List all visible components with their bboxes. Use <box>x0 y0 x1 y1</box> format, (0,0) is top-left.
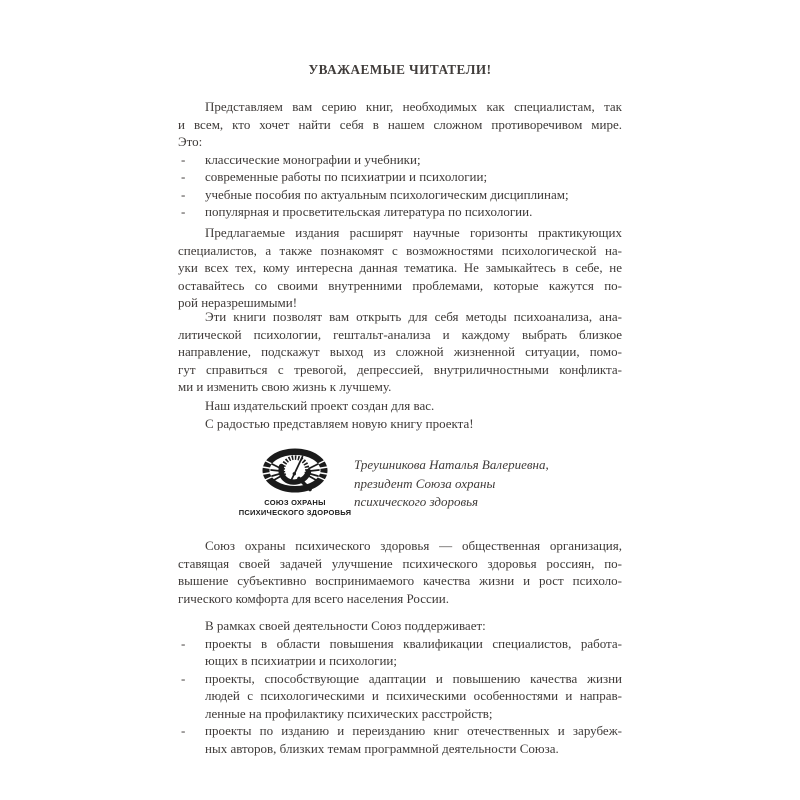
text-line: ленные на профилактику психических расстройств; <box>205 705 493 721</box>
logo-caption-line: СОЮЗ ОХРАНЫ <box>264 498 326 507</box>
text-line: проекты по изданию и переизданию книг отечественных и зарубеж- <box>205 723 622 738</box>
signer-name: Треушникова Наталья Валериевна, <box>354 457 549 472</box>
text-line: ющих в психиатрии и психологии; <box>205 653 397 668</box>
union-logo-icon <box>260 447 330 495</box>
list-dash: - <box>181 635 186 651</box>
text-line: Эти книги позволят вам открыть для себя методы психоанализа, ана- <box>205 309 622 324</box>
activities-section <box>178 617 622 757</box>
text-line: ных авторов, близких темам программной деятельности Союза. <box>205 740 559 756</box>
text-line: уки всех тех, кому интересна данная тематика. Не замыкайтесь в себе, не <box>178 260 622 275</box>
text-line: и всем, кто хочет найти себя в нашем сложном противоречивом мире. <box>178 116 622 132</box>
union-paragraph <box>178 537 622 607</box>
list-dash: - <box>181 670 186 686</box>
text-line: современные работы по психиатрии и психологии; <box>205 169 488 184</box>
text-line: рой неразрешимыми! <box>178 295 298 310</box>
text-line: вышение субъективно воспринимаемого качества жизни и рост психоло- <box>178 573 622 588</box>
books-paragraph <box>178 308 622 396</box>
text-line: литической психологии, гештальт-анализа и каждому выбрать близкое <box>178 326 622 342</box>
text-line: оставайтесь со своими внутренними проблемами, которые кажутся по- <box>178 277 622 293</box>
text-line: учебные пособия по актуальным психологическим дисциплинам; <box>205 186 569 202</box>
list-item <box>178 203 622 221</box>
text-line: гического комфорта для всего населения России. <box>178 590 449 606</box>
text-line: Союз охраны психического здоровья — общественная организация, <box>205 538 622 553</box>
list-dash: - <box>181 186 186 202</box>
intro-section <box>178 98 622 221</box>
list-dash: - <box>181 723 186 738</box>
text-line: ми и изменить свою жизнь к лучшему. <box>178 379 392 394</box>
text-line: ставящая своей задачей улучшение психического здоровья россиян, по- <box>178 555 622 571</box>
list-item <box>178 722 622 757</box>
text-line: Наш издательский проект создан для вас. <box>205 398 435 413</box>
list-item <box>178 670 622 723</box>
text-line: направление, подскажут выход из сложной жизненной ситуации, помо- <box>178 344 622 359</box>
text-line: проекты в области повышения квалификации специалистов, работа- <box>205 635 622 651</box>
list-item <box>178 168 622 186</box>
signature-block <box>178 443 622 535</box>
signer-role: психического здоровья <box>354 494 479 509</box>
list-dash: - <box>181 169 186 184</box>
page-title: УВАЖАЕМЫЕ ЧИТАТЕЛИ! <box>308 61 492 77</box>
list-dash: - <box>181 204 186 219</box>
signer-role: президент Союза охраны <box>354 475 496 491</box>
text-line: классические монографии и учебники; <box>205 151 421 167</box>
text-line: гут справиться с тревогой, депрессией, внутриличностными конфликта- <box>178 361 622 377</box>
list-dash: - <box>181 151 186 167</box>
union-logo-caption <box>228 498 362 517</box>
text-line: популярная и просветительская литература по психологии. <box>205 204 533 219</box>
union-logo <box>228 447 362 517</box>
text-line: проекты, способствующие адаптации и повышению качества жизни <box>205 670 622 686</box>
text-line: С радостью представляем новую книгу проекта! <box>205 415 474 431</box>
text-line: Представляем вам серию книг, необходимых как специалистам, так <box>205 99 622 114</box>
list-item <box>178 186 622 204</box>
list-item <box>178 151 622 169</box>
text-line: Это: <box>178 134 203 149</box>
logo-caption-line: ПСИХИЧЕСКОГО ЗДОРОВЬЯ <box>238 507 352 517</box>
list-item <box>178 635 622 670</box>
signer <box>354 456 549 512</box>
text-line: людей с психологическими и психическими особенностями и направ- <box>205 688 622 703</box>
activities-heading: В рамках своей деятельности Союз поддерживает: <box>205 618 486 633</box>
text-line: Предлагаемые издания расширят научные горизонты практикующих <box>205 225 622 240</box>
editions-paragraph <box>178 224 622 312</box>
text-line: специалистов, а также познакомят с возможностями психологической на- <box>178 242 622 258</box>
project-paragraph <box>178 397 622 432</box>
